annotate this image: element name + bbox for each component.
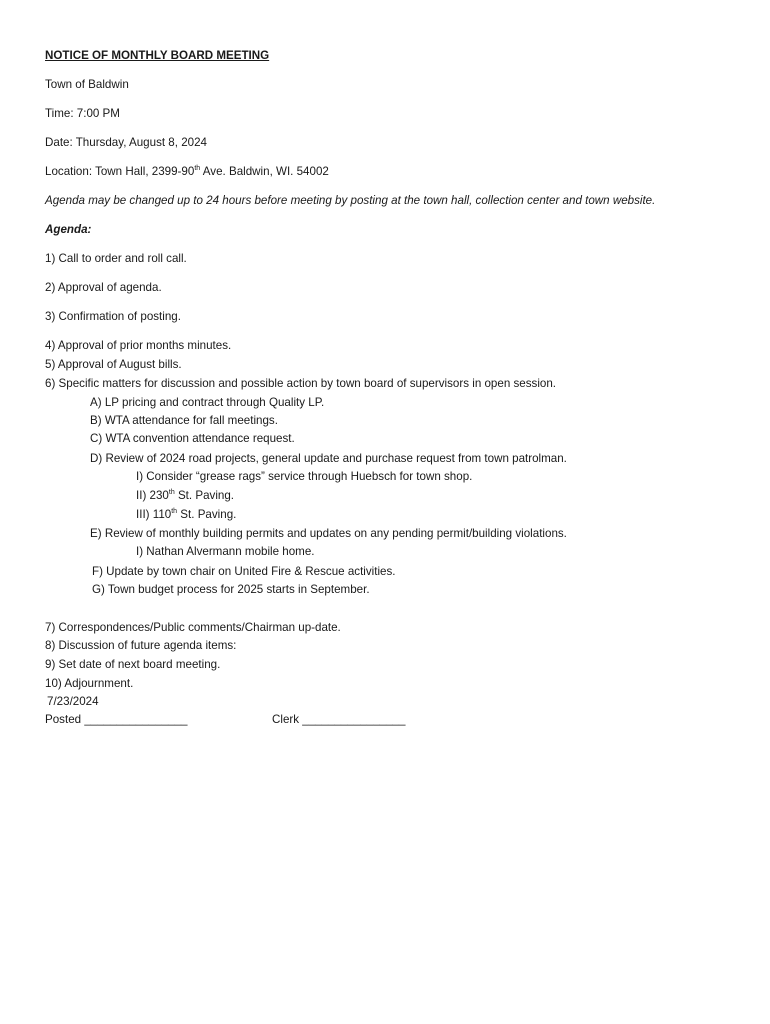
item-6d-iii-prefix: III) 110 bbox=[136, 508, 172, 521]
agenda-item-6e: E) Review of monthly building permits and updates on any pending permit/building violations. bbox=[90, 527, 567, 540]
meeting-location bbox=[45, 165, 329, 179]
agenda-item-6g: G) Town budget process for 2025 starts in September. bbox=[92, 583, 370, 596]
agenda-item-6b: B) WTA attendance for fall meetings. bbox=[90, 414, 278, 427]
agenda-item-8: 8) Discussion of future agenda items: bbox=[45, 639, 237, 652]
notice-date: 7/23/2024 bbox=[47, 695, 99, 708]
meeting-date: Date: Thursday, August 8, 2024 bbox=[45, 136, 207, 149]
agenda-item-10: 10) Adjournment. bbox=[45, 677, 134, 690]
agenda-item-6d-i: I) Consider “grease rags” service through Huebsch for town shop. bbox=[136, 470, 473, 483]
location-prefix: Location: Town Hall, 2399-90 bbox=[45, 165, 195, 178]
agenda-item-6d: D) Review of 2024 road projects, general update and purchase request from town patrolman. bbox=[90, 452, 567, 465]
agenda-item-6c: C) WTA convention attendance request. bbox=[90, 432, 295, 445]
meeting-time: Time: 7:00 PM bbox=[45, 107, 120, 120]
agenda-item-6a: A) LP pricing and contract through Quality LP. bbox=[90, 396, 325, 409]
location-sup: th bbox=[194, 165, 201, 173]
document-title: NOTICE OF MONTHLY BOARD MEETING bbox=[45, 49, 270, 62]
agenda-item-1: 1) Call to order and roll call. bbox=[45, 252, 187, 265]
item-6d-iii-suffix: St. Paving. bbox=[177, 508, 237, 521]
agenda-heading: Agenda: bbox=[45, 223, 92, 236]
agenda-item-6d-iii bbox=[136, 508, 236, 522]
agenda-item-6f: F) Update by town chair on United Fire & Rescue activities. bbox=[92, 565, 396, 578]
agenda-item-3: 3) Confirmation of posting. bbox=[45, 310, 181, 323]
town-name: Town of Baldwin bbox=[45, 78, 129, 91]
agenda-item-9: 9) Set date of next board meeting. bbox=[45, 658, 221, 671]
item-6d-ii-sup: th bbox=[168, 489, 175, 497]
agenda-item-6d-ii bbox=[136, 489, 234, 503]
clerk-signature-line: Clerk ________________ bbox=[272, 713, 406, 726]
agenda-note: Agenda may be changed up to 24 hours before meeting by posting at the town hall, collection center and town website. bbox=[45, 194, 656, 207]
item-6d-ii-prefix: II) 230 bbox=[136, 489, 169, 502]
agenda-item-5: 5) Approval of August bills. bbox=[45, 358, 182, 371]
item-6d-iii-sup: th bbox=[171, 508, 178, 516]
agenda-item-6: 6) Specific matters for discussion and possible action by town board of supervisors in open session. bbox=[45, 377, 557, 390]
posted-signature-line: Posted ________________ bbox=[45, 713, 188, 726]
agenda-item-7: 7) Correspondences/Public comments/Chairman up-date. bbox=[45, 621, 341, 634]
item-6d-ii-suffix: St. Paving. bbox=[174, 489, 235, 502]
agenda-item-6e-i: I) Nathan Alvermann mobile home. bbox=[136, 545, 315, 558]
agenda-item-2: 2) Approval of agenda. bbox=[45, 281, 162, 294]
location-suffix: Ave. Baldwin, WI. 54002 bbox=[200, 165, 329, 178]
agenda-item-4: 4) Approval of prior months minutes. bbox=[45, 339, 232, 352]
